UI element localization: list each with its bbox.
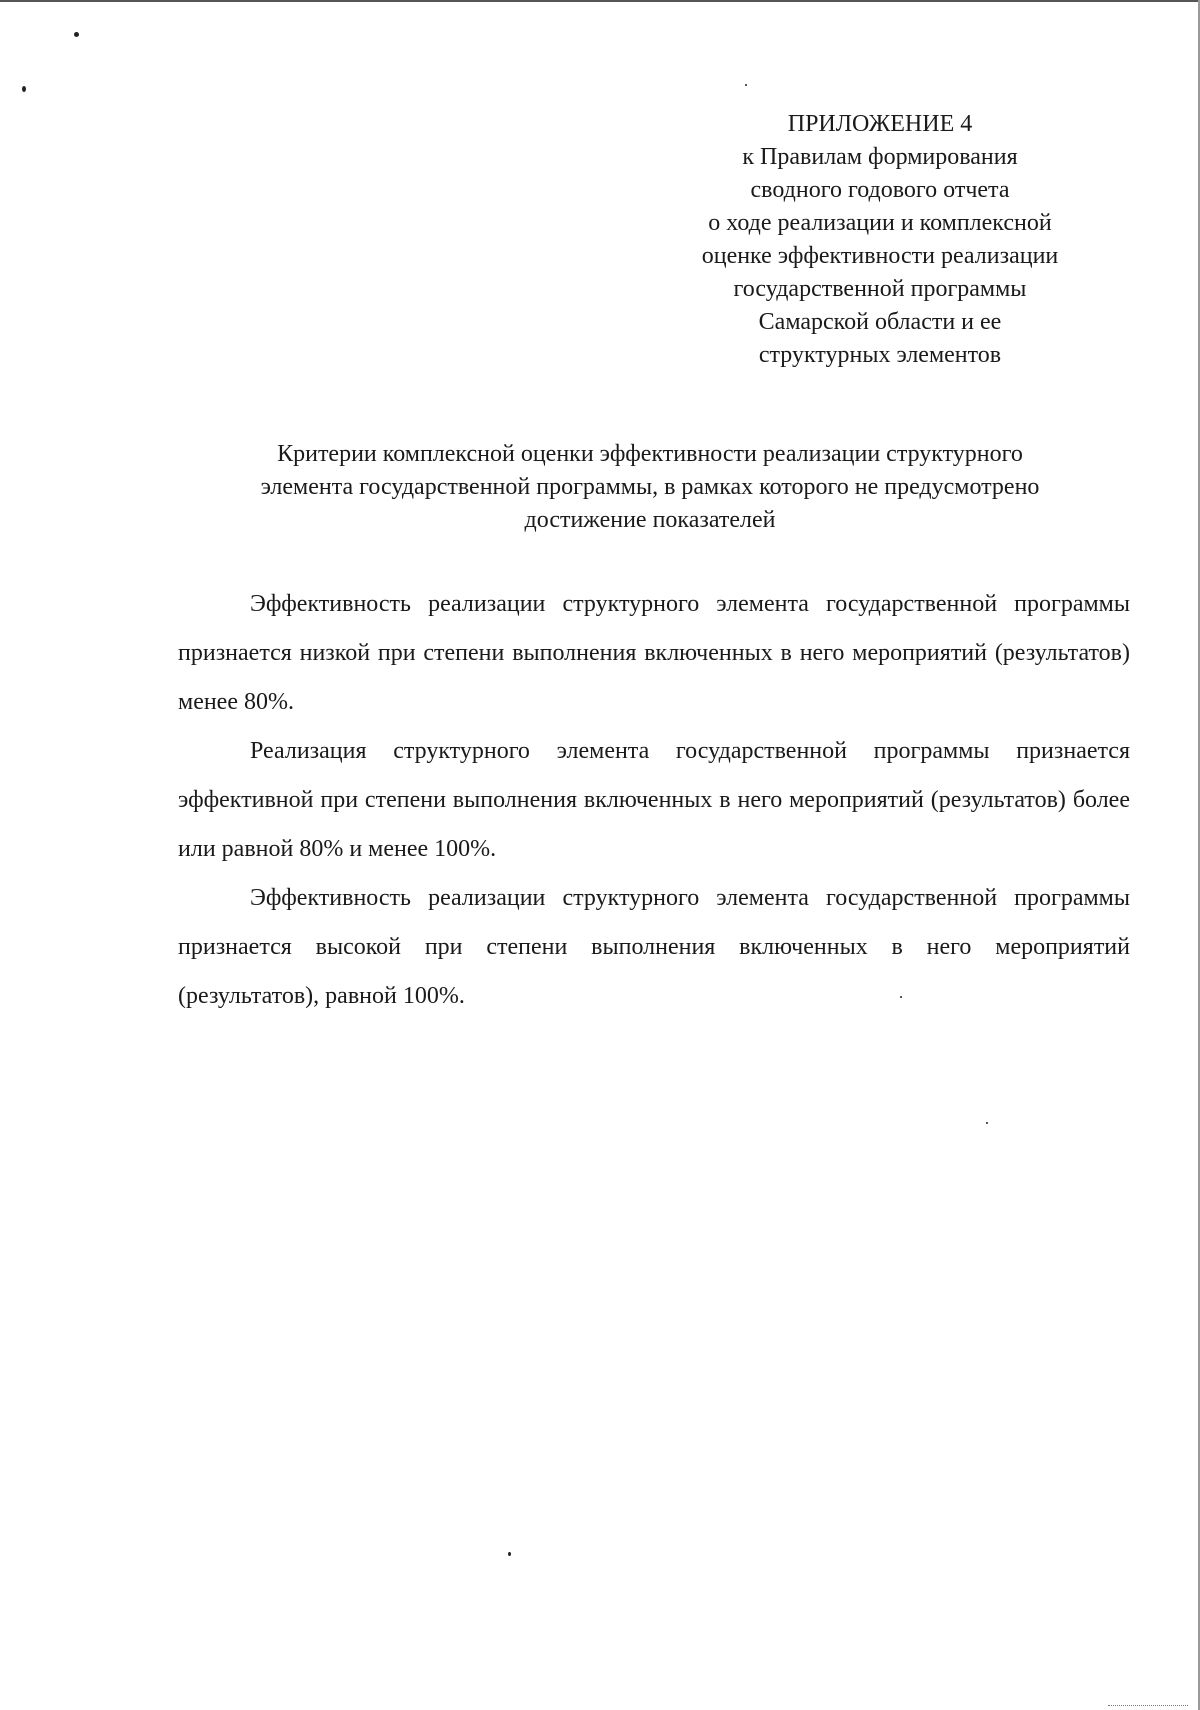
scan-speck bbox=[986, 1122, 988, 1124]
paragraph-effective: Реализация структурного элемента государственной программы признается эффективной при степени выполнения включенных в него мероприятий (результатов) более или равной 80% и менее 100%. bbox=[178, 738, 1130, 862]
scan-speck bbox=[22, 86, 26, 92]
appendix-number: ПРИЛОЖЕНИЕ 4 bbox=[787, 111, 973, 137]
scan-speck bbox=[745, 84, 747, 86]
appendix-line: о ходе реализации и комплексной bbox=[708, 210, 1052, 236]
appendix-header bbox=[620, 108, 1140, 372]
scan-edge-top bbox=[0, 0, 1200, 2]
scan-speck bbox=[508, 1552, 511, 1556]
document-title bbox=[160, 438, 1140, 537]
scan-speck bbox=[74, 32, 79, 37]
scan-artifact bbox=[1108, 1697, 1188, 1706]
appendix-line: оценке эффективности реализации bbox=[701, 243, 1059, 269]
appendix-line: сводного годового отчета bbox=[750, 177, 1010, 203]
paragraph-high-efficiency: Эффективность реализации структурного элемента государственной программы признается высокой при степени выполнения включенных в него мероприятий (результатов), равной 100%. bbox=[178, 885, 1130, 1009]
document-body bbox=[178, 580, 1130, 1021]
appendix-line: к Правилам формирования bbox=[742, 144, 1018, 170]
appendix-line: Самарской области и ее bbox=[758, 309, 1002, 335]
title-line: элемента государственной программы, в рамках которого не предусмотрено bbox=[260, 474, 1040, 500]
title-line: Критерии комплексной оценки эффективности реализации структурного bbox=[277, 441, 1023, 467]
paragraph-low-efficiency: Эффективность реализации структурного элемента государственной программы признается низкой при степени выполнения включенных в него мероприятий (результатов) менее 80%. bbox=[178, 591, 1130, 715]
title-line: достижение показателей bbox=[524, 507, 776, 533]
appendix-line: структурных элементов bbox=[758, 342, 1002, 368]
appendix-line: государственной программы bbox=[733, 276, 1027, 302]
